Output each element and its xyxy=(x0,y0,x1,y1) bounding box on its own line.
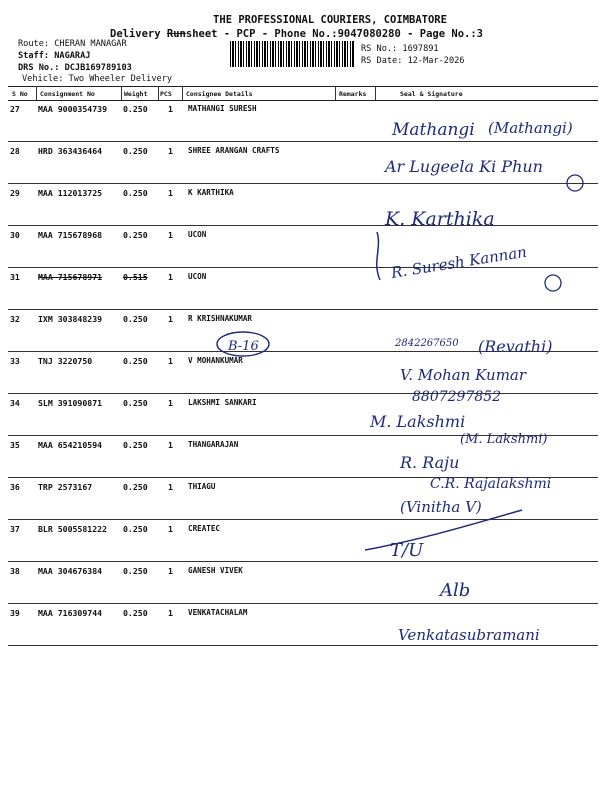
row-pcs: 1 xyxy=(168,440,173,450)
row-consignment-no: MAA 715678968 xyxy=(38,230,103,240)
row-weight: 0.515 xyxy=(123,272,148,282)
row-pcs: 1 xyxy=(168,188,173,198)
barcode-image xyxy=(230,41,355,67)
col-divider xyxy=(375,86,376,100)
signature: (Revathi) xyxy=(478,337,553,356)
subtitle-strike: Run xyxy=(166,28,186,40)
rs-date: RS Date: 12-Mar-2026 xyxy=(361,56,465,66)
table-row xyxy=(8,562,598,604)
col-header-consignment: Consignment No xyxy=(40,90,95,98)
row-weight: 0.250 xyxy=(123,188,148,198)
table-row xyxy=(8,226,598,268)
signature: K. Karthika xyxy=(385,208,495,230)
signature: (M. Lakshmi) xyxy=(460,432,548,447)
row-consignee: K KARTHIKA xyxy=(188,188,234,197)
row-consignee: CREATEC xyxy=(188,524,221,533)
signature: R. Raju xyxy=(400,453,460,472)
rs-number: RS No.: 1697891 xyxy=(361,44,439,54)
table-row xyxy=(8,520,598,562)
row-consignee: GANESH VIVEK xyxy=(188,566,243,575)
signature: Mathangi xyxy=(392,120,475,140)
signature: R. Suresh Kannan xyxy=(389,242,528,282)
row-consignment-no: IXM 303848239 xyxy=(38,314,103,324)
row-weight: 0.250 xyxy=(123,230,148,240)
signature: Venkatasubramani xyxy=(398,626,540,644)
row-pcs: 1 xyxy=(168,608,173,618)
signature: 2842267650 xyxy=(395,338,459,349)
row-consignee: UCON xyxy=(188,230,207,239)
row-consignment-no: MAA 112013725 xyxy=(38,188,103,198)
row-weight: 0.250 xyxy=(123,524,148,534)
row-pcs: 1 xyxy=(168,230,173,240)
table-row xyxy=(8,310,598,352)
row-sno: 35 xyxy=(10,440,20,450)
signature: T/U xyxy=(390,540,424,561)
table-row xyxy=(8,268,598,310)
table-row xyxy=(8,436,598,478)
route-label: Route: CHERAN MANAGAR xyxy=(18,39,127,49)
row-sno: 29 xyxy=(10,188,20,198)
row-weight: 0.250 xyxy=(123,398,148,408)
row-consignment-no: MAA 304676384 xyxy=(38,566,103,576)
col-header-pcs: PCS xyxy=(160,90,172,98)
row-consignment-no: SLM 391090871 xyxy=(38,398,103,408)
col-header-sno: S No xyxy=(12,90,28,98)
row-sno: 36 xyxy=(10,482,20,492)
row-consignment-no: TRP 2573167 xyxy=(38,482,93,492)
signature: Ar Lugeela Ki Phun xyxy=(385,157,543,176)
signature: V. Mohan Kumar xyxy=(400,366,527,384)
row-sno: 28 xyxy=(10,146,20,156)
col-divider xyxy=(36,86,37,100)
row-pcs: 1 xyxy=(168,314,173,324)
row-sno: 30 xyxy=(10,230,20,240)
row-sno: 31 xyxy=(10,272,20,282)
row-consignment-no: BLR 5005581222 xyxy=(38,524,108,534)
col-divider xyxy=(158,86,159,100)
row-weight: 0.250 xyxy=(123,314,148,324)
table-row xyxy=(8,184,598,226)
staff-label: Staff: NAGARAJ xyxy=(18,51,91,61)
row-weight: 0.250 xyxy=(123,146,148,156)
drs-number: DRS No.: DCJB169789103 xyxy=(18,63,132,73)
subtitle-suffix: sheet - PCP - Phone No.:9047080280 - Page No.:3 xyxy=(185,28,483,40)
row-weight: 0.250 xyxy=(123,566,148,576)
col-header-seal: Seal & Signature xyxy=(400,90,463,98)
row-pcs: 1 xyxy=(168,104,173,114)
table-row xyxy=(8,604,598,646)
row-consignee: R KRISHNAKUMAR xyxy=(188,314,253,323)
row-sno: 27 xyxy=(10,104,20,114)
row-weight: 0.250 xyxy=(123,356,148,366)
signature: M. Lakshmi xyxy=(370,412,466,431)
table-row xyxy=(8,394,598,436)
row-weight: 0.250 xyxy=(123,482,148,492)
row-sno: 32 xyxy=(10,314,20,324)
row-divider xyxy=(8,645,598,646)
row-pcs: 1 xyxy=(168,356,173,366)
row-consignment-no: MAA 9000354739 xyxy=(38,104,108,114)
col-header-remarks: Remarks xyxy=(339,90,367,98)
row-pcs: 1 xyxy=(168,398,173,408)
table-row xyxy=(8,142,598,184)
row-consignment-no: MAA 716309744 xyxy=(38,608,103,618)
row-sno: 39 xyxy=(10,608,20,618)
remark-handwriting: B-16 xyxy=(228,339,259,354)
row-weight: 0.250 xyxy=(123,104,148,114)
sheet-subtitle xyxy=(110,28,483,40)
table-top-border xyxy=(8,86,598,87)
row-pcs: 1 xyxy=(168,272,173,282)
table-row xyxy=(8,100,598,142)
company-title: THE PROFESSIONAL COURIERS, COIMBATORE xyxy=(213,14,447,26)
row-sno: 37 xyxy=(10,524,20,534)
signature: C.R. Rajalakshmi xyxy=(430,476,552,492)
col-header-weight: Weight xyxy=(124,90,148,98)
row-consignee: THANGARAJAN xyxy=(188,440,239,449)
vehicle-label: Vehicle: Two Wheeler Delivery xyxy=(22,74,173,84)
row-pcs: 1 xyxy=(168,482,173,492)
subtitle-prefix: Delivery xyxy=(110,28,167,40)
col-header-consignee: Consignee Details xyxy=(186,90,253,98)
col-divider xyxy=(121,86,122,100)
row-consignment-no: MAA 715678971 xyxy=(38,272,103,282)
col-divider xyxy=(182,86,183,100)
row-weight: 0.250 xyxy=(123,608,148,618)
row-consignment-no: HRD 363436464 xyxy=(38,146,103,156)
row-sno: 33 xyxy=(10,356,20,366)
col-divider xyxy=(335,86,336,100)
table-row xyxy=(8,352,598,394)
row-pcs: 1 xyxy=(168,566,173,576)
row-consignee: UCON xyxy=(188,272,207,281)
row-consignee: THIAGU xyxy=(188,482,216,491)
row-pcs: 1 xyxy=(168,146,173,156)
row-consignee: SHREE ARANGAN CRAFTS xyxy=(188,146,280,155)
row-consignee: LAKSHMI SANKARI xyxy=(188,398,257,407)
row-sno: 38 xyxy=(10,566,20,576)
row-weight: 0.250 xyxy=(123,440,148,450)
table-row xyxy=(8,478,598,520)
row-sno: 34 xyxy=(10,398,20,408)
signature: 8807297852 xyxy=(412,389,502,405)
signature: (Vinitha V) xyxy=(400,498,482,516)
row-pcs: 1 xyxy=(168,524,173,534)
signature: Alb xyxy=(440,580,471,601)
row-consignee: MATHANGI SURESH xyxy=(188,104,257,113)
row-consignee: V MOHANKUMAR xyxy=(188,356,243,365)
row-consignment-no: MAA 654210594 xyxy=(38,440,103,450)
row-consignee: VENKATACHALAM xyxy=(188,608,248,617)
row-consignment-no: TNJ 3220750 xyxy=(38,356,93,366)
signature: (Mathangi) xyxy=(488,119,573,137)
